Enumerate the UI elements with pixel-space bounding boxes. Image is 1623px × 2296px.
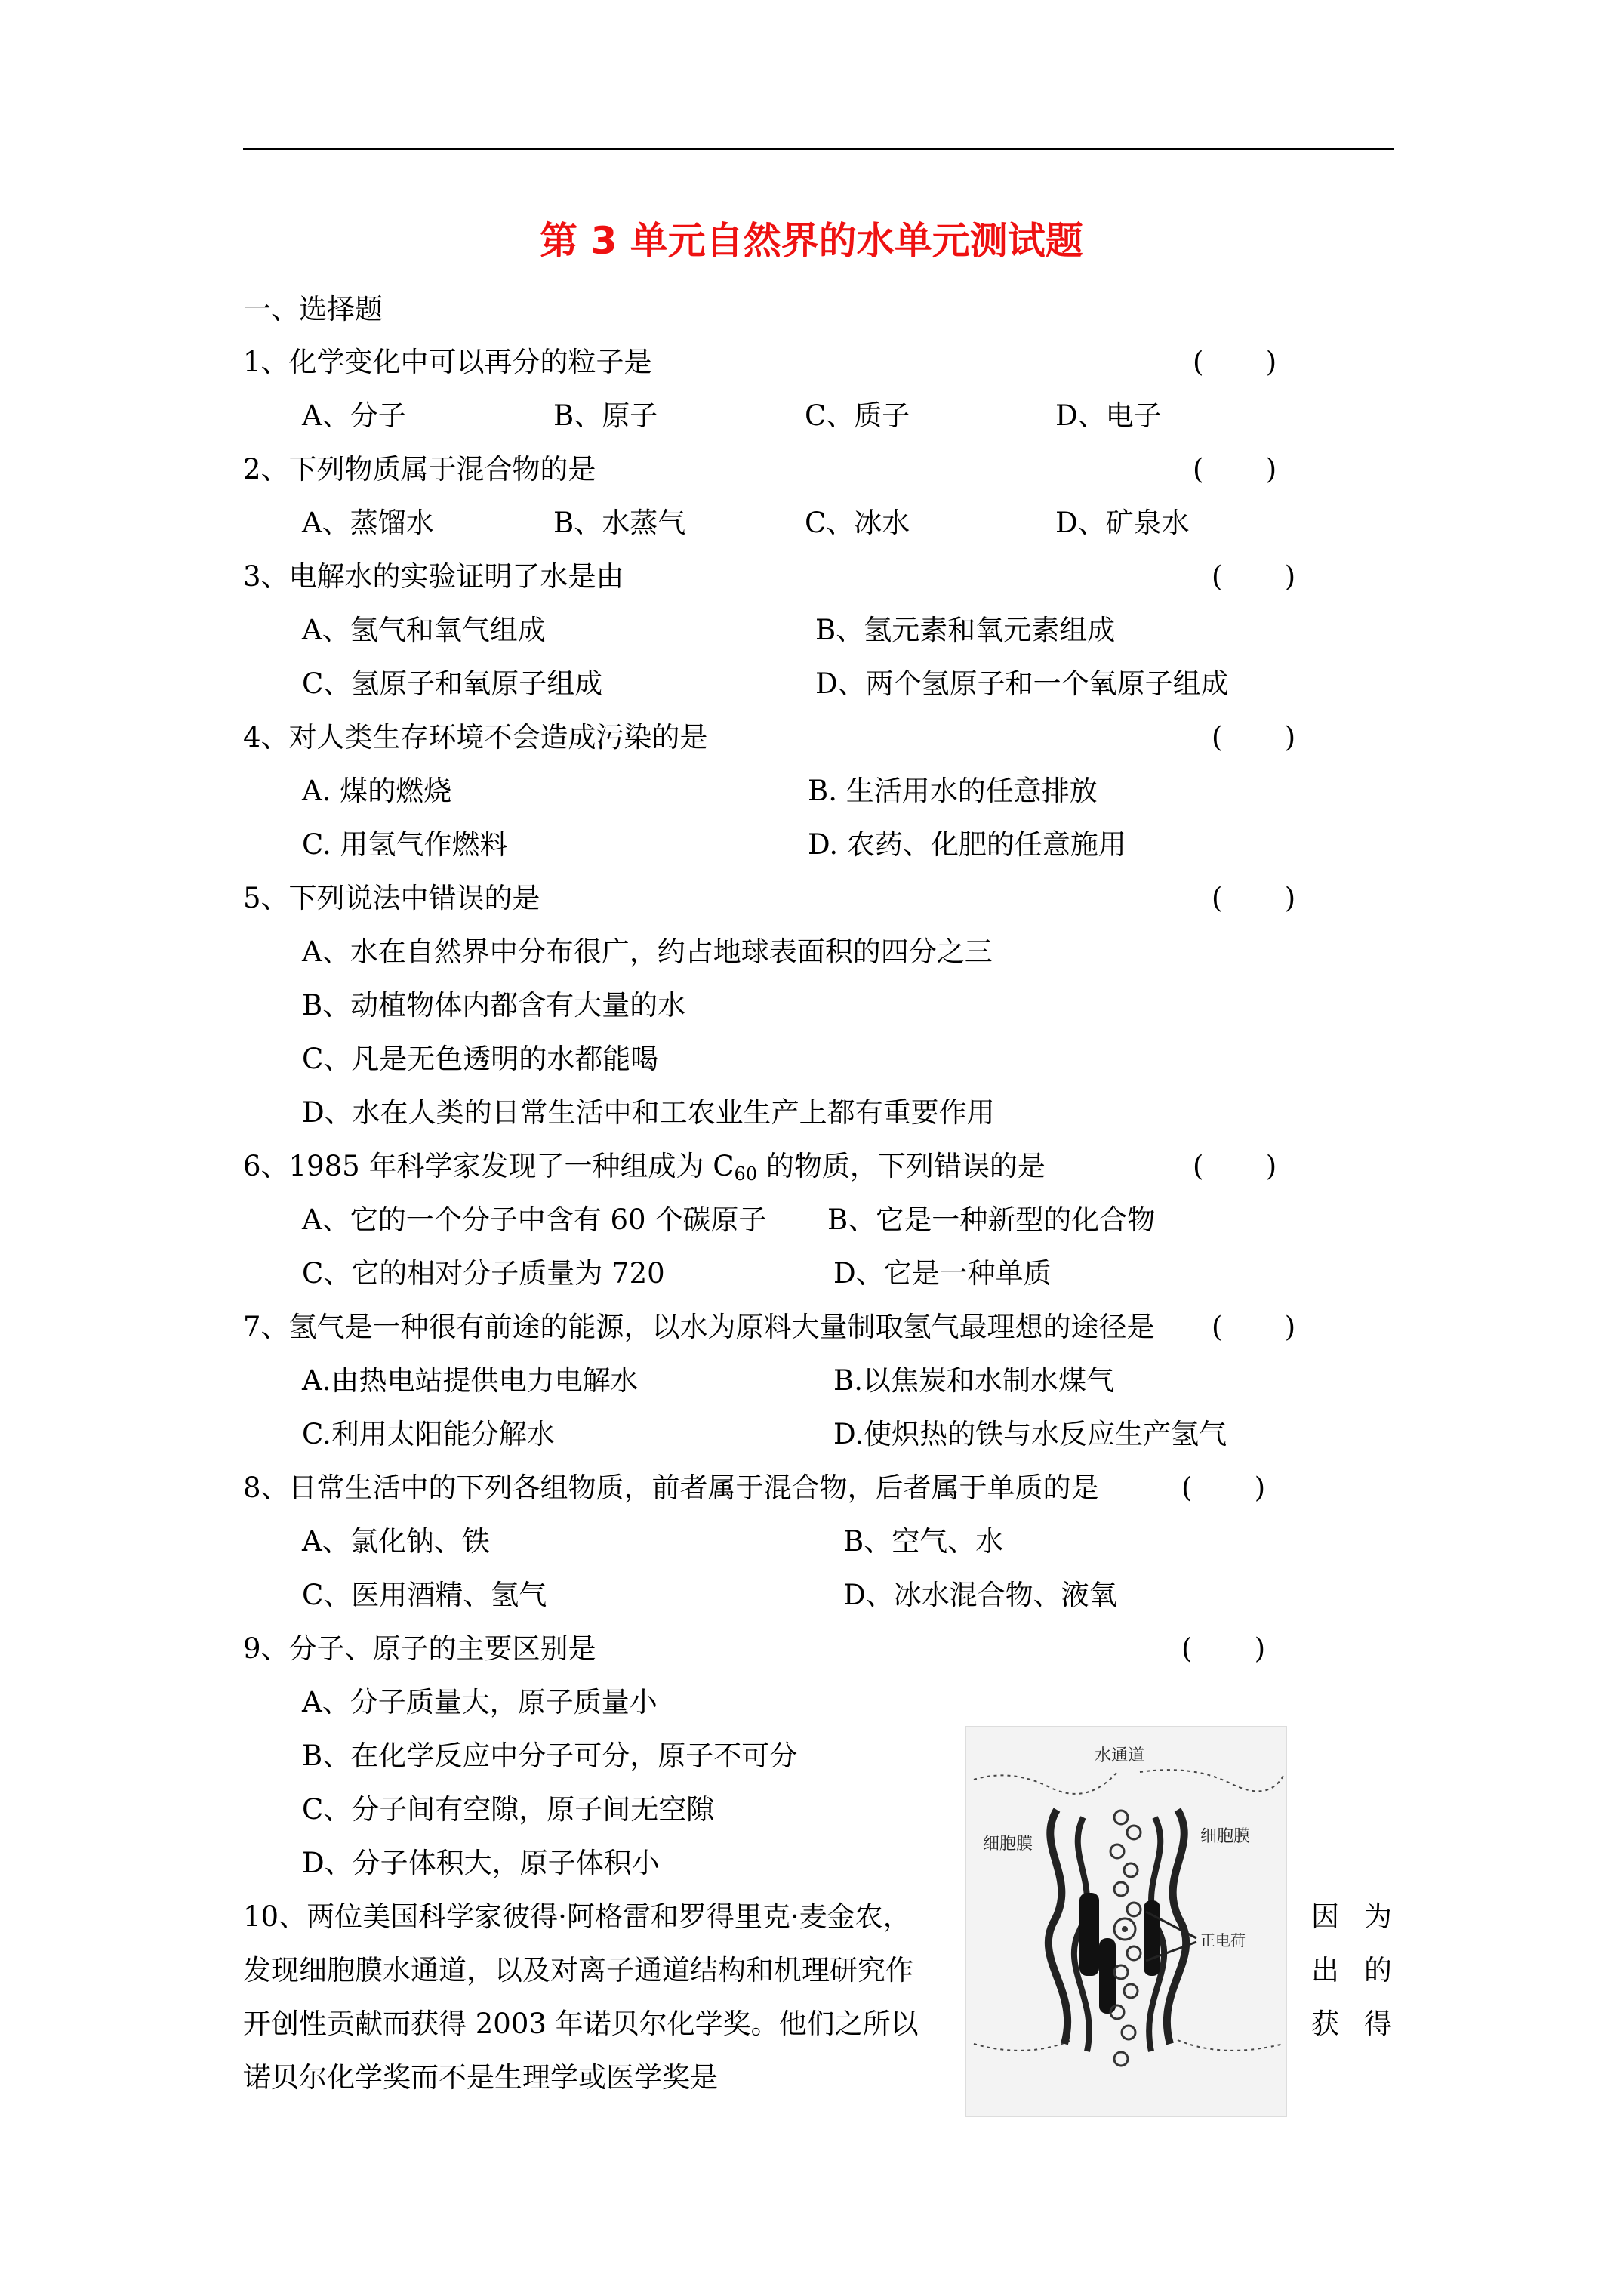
q2-option-b: B、水蒸气 (553, 507, 686, 539)
q9-stem: 9、分子、原子的主要区别是 (243, 1632, 596, 1665)
q7-option-d: D.使炽热的铁与水反应生产氢气 (833, 1418, 1227, 1450)
q6-stem-post: 的物质，下列错误的是 (757, 1150, 1046, 1182)
q4-option-b: B. 生活用水的任意排放 (808, 775, 1098, 807)
q9-option-d: D、分子体积大，原子体积小 (302, 1847, 660, 1879)
q4-answer-blank[interactable]: ( ) (1212, 721, 1296, 754)
figure-label-membrane-right: 细胞膜 (1200, 1827, 1251, 1846)
q7-answer-blank[interactable]: ( ) (1212, 1311, 1296, 1343)
water-channel-diagram (966, 1727, 1286, 2116)
q1-answer-blank[interactable]: ( ) (1193, 346, 1277, 378)
q10-line-2-right-a: 出 (1311, 1954, 1339, 1986)
figure-label-charge: 正电荷 (1200, 1931, 1246, 1949)
section-heading: 一、选择题 (243, 293, 383, 325)
q9-option-b: B、在化学反应中分子可分，原子不可分 (302, 1740, 798, 1772)
q5-option-d: D、水在人类的日常生活中和工农业生产上都有重要作用 (302, 1096, 995, 1129)
q1-option-c: C、质子 (805, 399, 910, 432)
q2-option-a: A、蒸馏水 (302, 507, 434, 539)
q8-option-a: A、氯化钠、铁 (302, 1525, 490, 1558)
q3-stem: 3、电解水的实验证明了水是由 (243, 560, 624, 593)
q7-option-a: A.由热电站提供电力电解水 (302, 1364, 639, 1397)
q1-option-a: A、分子 (302, 399, 406, 432)
q10-line-3-right-b: 得 (1364, 2008, 1392, 2040)
q7-stem: 7、氢气是一种很有前途的能源，以水为原料大量制取氢气最理想的途径是 (243, 1311, 1155, 1343)
q10-line-1: 10、两位美国科学家彼得·阿格雷和罗得里克·麦金农， (243, 1900, 911, 1933)
q4-stem: 4、对人类生存环境不会造成污染的是 (243, 721, 708, 754)
q3-option-d: D、两个氢原子和一个氧原子组成 (815, 667, 1229, 700)
q5-option-b: B、动植物体内都含有大量的水 (302, 989, 686, 1022)
q10-line-2-right-b: 的 (1364, 1954, 1392, 1986)
q3-option-a: A、氢气和氧气组成 (302, 614, 546, 646)
q5-stem: 5、下列说法中错误的是 (243, 882, 540, 914)
q6-option-a: A、它的一个分子中含有 60 个碳原子 (302, 1203, 767, 1236)
q8-option-c: C、医用酒精、氢气 (302, 1579, 547, 1611)
q6-stem (243, 1148, 1046, 1185)
q10-line-2: 发现细胞膜水通道，以及对离子通道结构和机理研究作 (243, 1954, 913, 1986)
q2-option-d: D、矿泉水 (1055, 507, 1190, 539)
q10-line-3: 开创性贡献而获得 2003 年诺贝尔化学奖。他们之所以 (243, 2008, 919, 2040)
q7-option-b: B.以焦炭和水制水煤气 (833, 1364, 1114, 1397)
q9-answer-blank[interactable]: ( ) (1181, 1632, 1266, 1665)
q3-answer-blank[interactable]: ( ) (1212, 560, 1296, 593)
q5-answer-blank[interactable]: ( ) (1212, 882, 1296, 914)
figure-label-channel: 水通道 (1095, 1746, 1145, 1765)
q6-answer-blank[interactable]: ( ) (1193, 1150, 1277, 1182)
figure-label-membrane-left: 细胞膜 (983, 1835, 1033, 1854)
q10-line-1-right-b: 为 (1364, 1900, 1392, 1933)
q8-option-b: B、空气、水 (843, 1525, 1004, 1558)
q1-option-b: B、原子 (553, 399, 658, 432)
q2-answer-blank[interactable]: ( ) (1193, 453, 1277, 485)
q1-option-d: D、电子 (1055, 399, 1162, 432)
q4-option-a: A. 煤的燃烧 (302, 775, 452, 807)
q10-line-1-right-a: 因 (1311, 1900, 1339, 1933)
q6-subscript: 60 (734, 1163, 758, 1185)
q10-line-4: 诺贝尔化学奖而不是生理学或医学奖是 (243, 2061, 718, 2094)
q6-stem-pre: 6、1985 年科学家发现了一种组成为 C (243, 1150, 735, 1182)
page-title: 第 3 单元自然界的水单元测试题 (540, 219, 1083, 263)
q4-option-d: D. 农药、化肥的任意施用 (808, 828, 1126, 861)
q5-option-a: A、水在自然界中分布很广，约占地球表面积的四分之三 (302, 935, 993, 968)
q5-option-c: C、凡是无色透明的水都能喝 (302, 1043, 659, 1075)
q6-option-d: D、它是一种单质 (833, 1257, 1052, 1290)
q9-option-a: A、分子质量大，原子质量小 (302, 1686, 658, 1718)
q8-stem: 8、日常生活中的下列各组物质，前者属于混合物，后者属于单质的是 (243, 1472, 1099, 1504)
q6-option-c: C、它的相对分子质量为 720 (302, 1257, 665, 1290)
q2-stem: 2、下列物质属于混合物的是 (243, 453, 596, 485)
header-rule (243, 148, 1394, 150)
q1-stem: 1、化学变化中可以再分的粒子是 (243, 346, 652, 378)
q8-answer-blank[interactable]: ( ) (1181, 1472, 1266, 1504)
water-channel-figure (965, 1726, 1287, 2117)
q6-option-b: B、它是一种新型的化合物 (827, 1203, 1156, 1236)
q3-option-b: B、氢元素和氧元素组成 (815, 614, 1116, 646)
q8-option-d: D、冰水混合物、液氧 (843, 1579, 1117, 1611)
q9-option-c: C、分子间有空隙，原子间无空隙 (302, 1793, 715, 1826)
q7-option-c: C.利用太阳能分解水 (302, 1418, 555, 1450)
q2-option-c: C、冰水 (805, 507, 910, 539)
q10-line-3-right-a: 获 (1311, 2008, 1339, 2040)
q3-option-c: C、氢原子和氧原子组成 (302, 667, 603, 700)
q4-option-c: C. 用氢气作燃料 (302, 828, 508, 861)
